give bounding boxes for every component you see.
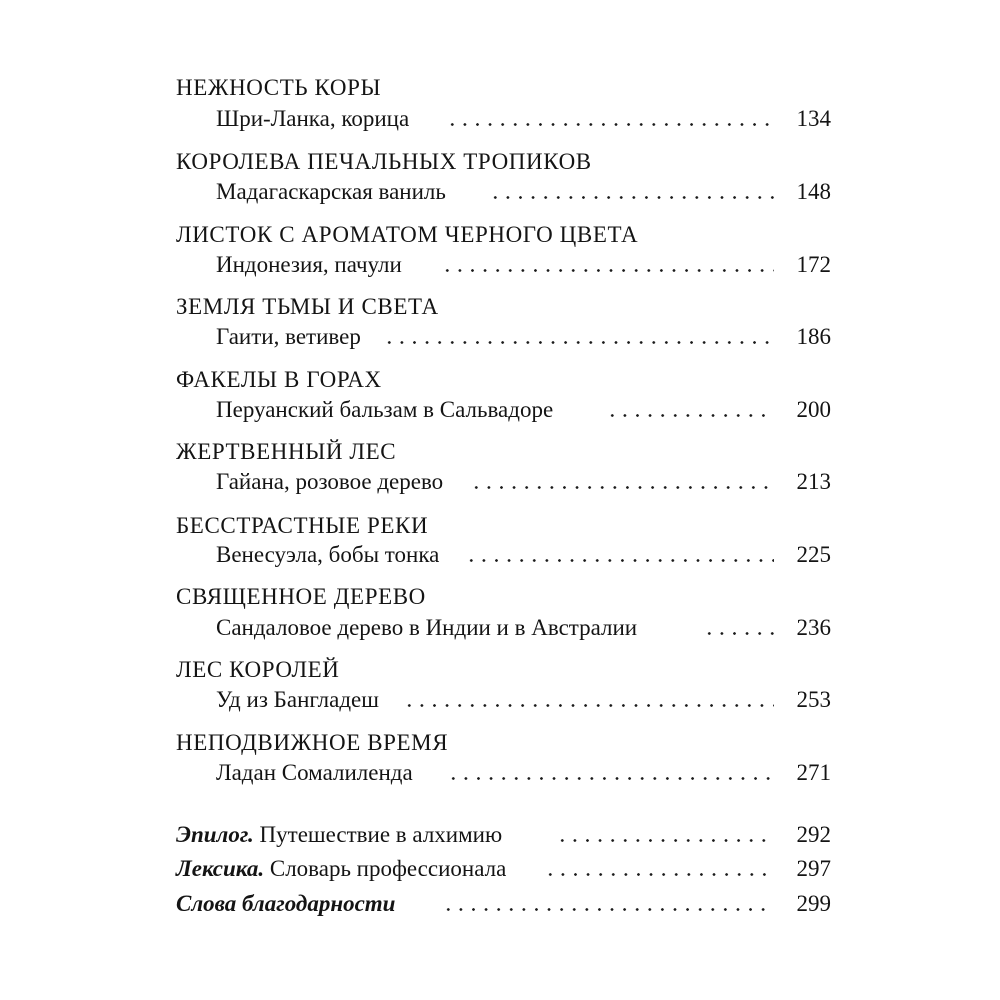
chapter-title: БЕССТРАСТНЫЕ РЕКИ [176,513,429,538]
toc-page-number: 186 [796,324,831,349]
toc-page-number: 297 [796,856,831,881]
chapter-title: КОРОЛЕВА ПЕЧАЛЬНЫХ ТРОПИКОВ [176,149,592,174]
dot-leader [470,486,774,489]
toc-entry[interactable] [216,470,831,493]
toc-entry-text [176,857,506,880]
toc-page-number: 200 [796,397,831,422]
toc-page-number: 236 [796,615,831,640]
chapter-title: НЕЖНОСТЬ КОРЫ [176,75,382,100]
toc-entry[interactable] [216,107,831,130]
toc-entry-text: Венесуэла, бобы тонка [216,542,440,567]
toc-entry-label: Эпилог. [176,822,254,847]
toc-entry[interactable] [216,616,831,639]
toc-entry-text [176,892,395,915]
toc-entry-text [176,823,502,846]
toc-entry[interactable] [216,325,831,348]
toc-entry-text: Уд из Бангладеш [216,687,379,712]
chapter-title: СВЯЩЕННОЕ ДЕРЕВО [176,584,426,609]
toc-page-number: 299 [796,891,831,916]
toc-entry[interactable] [216,180,831,203]
chapter-title: НЕПОДВИЖНОЕ ВРЕМЯ [176,730,449,755]
toc-entry-text: Ладан Сомалиленда [216,760,413,785]
toc-entry[interactable] [216,398,831,421]
toc-entry-text: Шри-Ланка, корица [216,106,410,131]
chapter-title: ФАКЕЛЫ В ГОРАХ [176,367,382,392]
dot-leader [383,341,774,344]
toc-page-number: 213 [796,469,831,494]
dot-leader [403,704,774,707]
toc-page-number: 253 [796,687,831,712]
toc-entry-text: Гайана, розовое дерево [216,469,444,494]
toc-page-number: 225 [796,542,831,567]
toc-entry-label: Лексика. [176,856,265,881]
dot-leader [446,123,774,126]
toc-entry[interactable] [216,253,831,276]
dot-leader [465,559,774,562]
toc-entry[interactable] [216,543,831,566]
toc-page-number: 134 [796,106,831,131]
toc-entry[interactable] [216,688,831,711]
toc-entry-text: Гаити, ветивер [216,324,361,349]
dot-leader [441,269,774,272]
dot-leader [556,839,774,842]
toc-entry-text: Индонезия, пачули [216,252,402,277]
toc-entry-label: Слова благодарности [176,891,396,916]
toc-page-number: 172 [796,252,831,277]
chapter-title: ЛИСТОК С АРОМАТОМ ЧЕРНОГО ЦВЕТА [176,222,639,247]
toc-page-number: 148 [796,179,831,204]
toc-page-number: 292 [796,822,831,847]
dot-leader [442,908,774,911]
toc-entry[interactable] [216,761,831,784]
toc-entry-subtitle: Путешествие в алхимию [253,822,503,847]
toc-entry-subtitle: Словарь профессионала [264,856,507,881]
toc-entry-lexicon[interactable] [176,857,831,880]
toc-entry-epilogue[interactable] [176,823,831,846]
dot-leader [703,632,774,635]
toc-page-number: 271 [796,760,831,785]
toc-entry-text: Перуанский бальзам в Сальвадоре [216,397,554,422]
dot-leader [489,196,774,199]
dot-leader [447,777,774,780]
chapter-title: ЖЕРТВЕННЫЙ ЛЕС [176,439,397,464]
toc-entry-text: Мадагаскарская ваниль [216,179,446,204]
dot-leader [544,873,774,876]
toc-entry-acknowledgements[interactable] [176,892,831,915]
chapter-title: ЛЕС КОРОЛЕЙ [176,657,340,682]
toc-entry-text: Сандаловое дерево в Индии и в Австралии [216,615,638,640]
chapter-title: ЗЕМЛЯ ТЬМЫ И СВЕТА [176,294,439,319]
dot-leader [606,414,774,417]
